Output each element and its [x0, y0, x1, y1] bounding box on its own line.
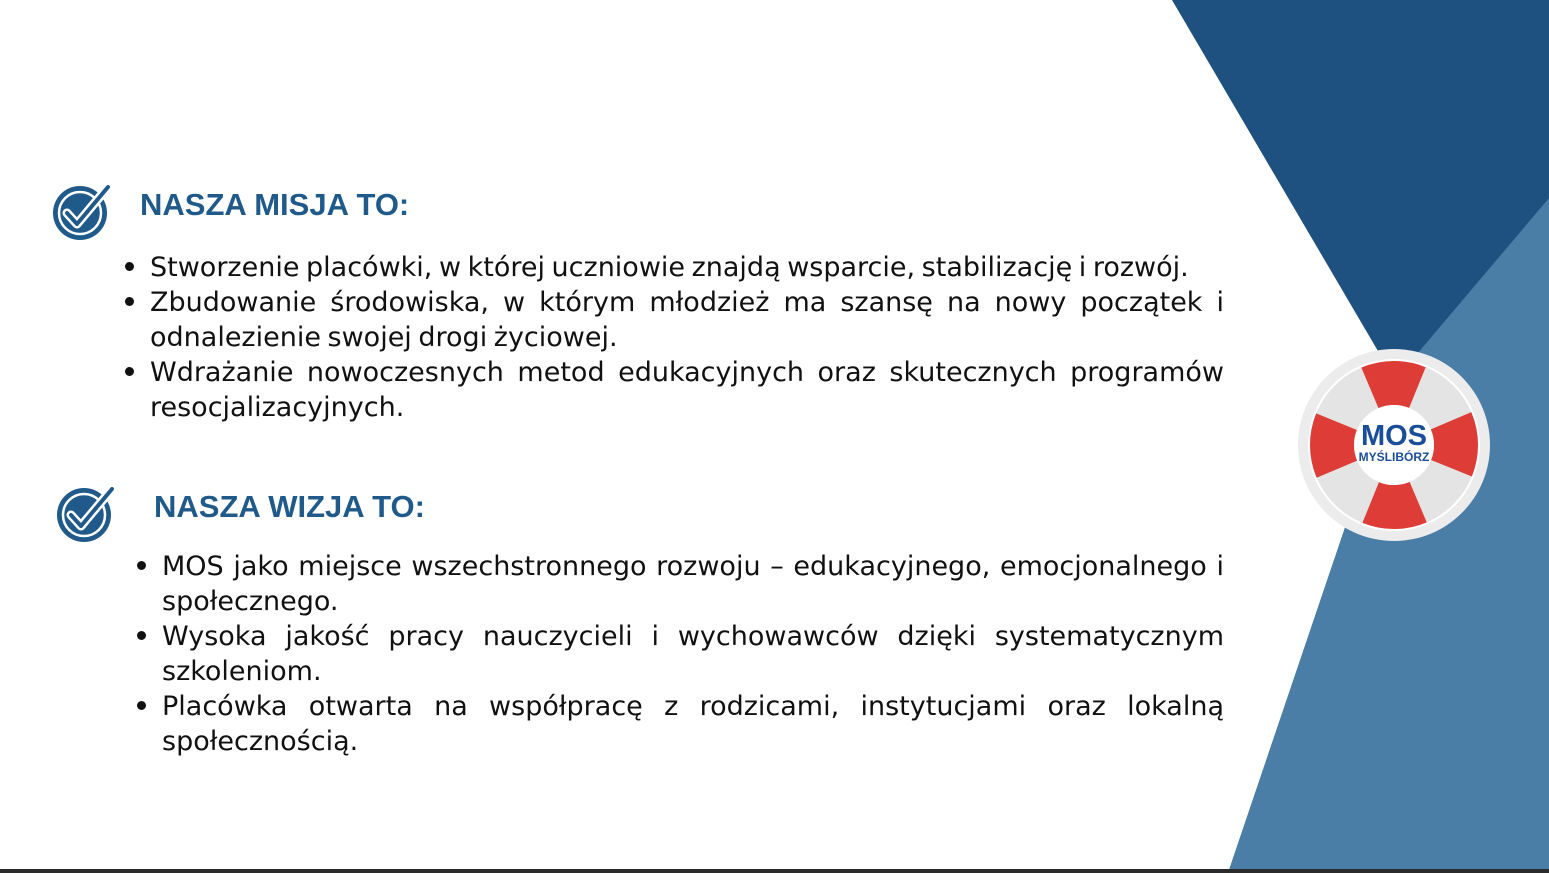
logo-subtitle: MYŚLIBÓRZ — [1358, 450, 1430, 464]
mission-item — [150, 355, 1224, 425]
vision-item — [162, 549, 1224, 619]
mission-heading: NASZA MISJA TO: — [140, 187, 410, 222]
vision-item — [162, 689, 1224, 759]
mission-item — [150, 285, 1224, 355]
vision-heading: NASZA WIZJA TO: — [154, 489, 425, 524]
logo-title: MOS — [1360, 420, 1428, 452]
vision-item-text: Placówka otwarta na współpracę z rodzicami, instytucjami oraz lokalną społecznością. — [162, 691, 1224, 757]
vision-check-badge-icon — [56, 485, 114, 543]
vision-item — [162, 619, 1224, 689]
vision-item-text: Wysoka jakość pracy nauczycieli i wychowawców dzięki systematycznym szkoleniom. — [162, 621, 1224, 687]
bullet-dot — [137, 561, 146, 570]
vision-item-text: MOS jako miejsce wszechstronnego rozwoju – edukacyjnego, emocjonalnego i społecznego. — [162, 551, 1224, 617]
bullet-dot — [137, 701, 146, 710]
bullet-dot — [137, 631, 146, 640]
mission-item-text: Zbudowanie środowiska, w którym młodzież ma szansę na nowy początek i odnalezienie swojej drogi życiowej. — [150, 287, 1224, 353]
mission-list — [150, 250, 1224, 425]
bullet-dot — [125, 297, 134, 306]
bullet-dot — [125, 262, 134, 271]
bottom-divider — [0, 869, 1549, 873]
mission-item-text: Stworzenie placówki, w której uczniowie znajdą wsparcie, stabilizację i rozwój. — [150, 252, 1189, 283]
bullet-dot — [125, 367, 134, 376]
mission-check-badge-icon — [52, 183, 110, 241]
mission-item — [150, 250, 1224, 285]
vision-list — [162, 549, 1224, 759]
mission-item-text: Wdrażanie nowoczesnych metod edukacyjnych oraz skutecznych programów resocjalizacyjnych. — [150, 357, 1224, 423]
